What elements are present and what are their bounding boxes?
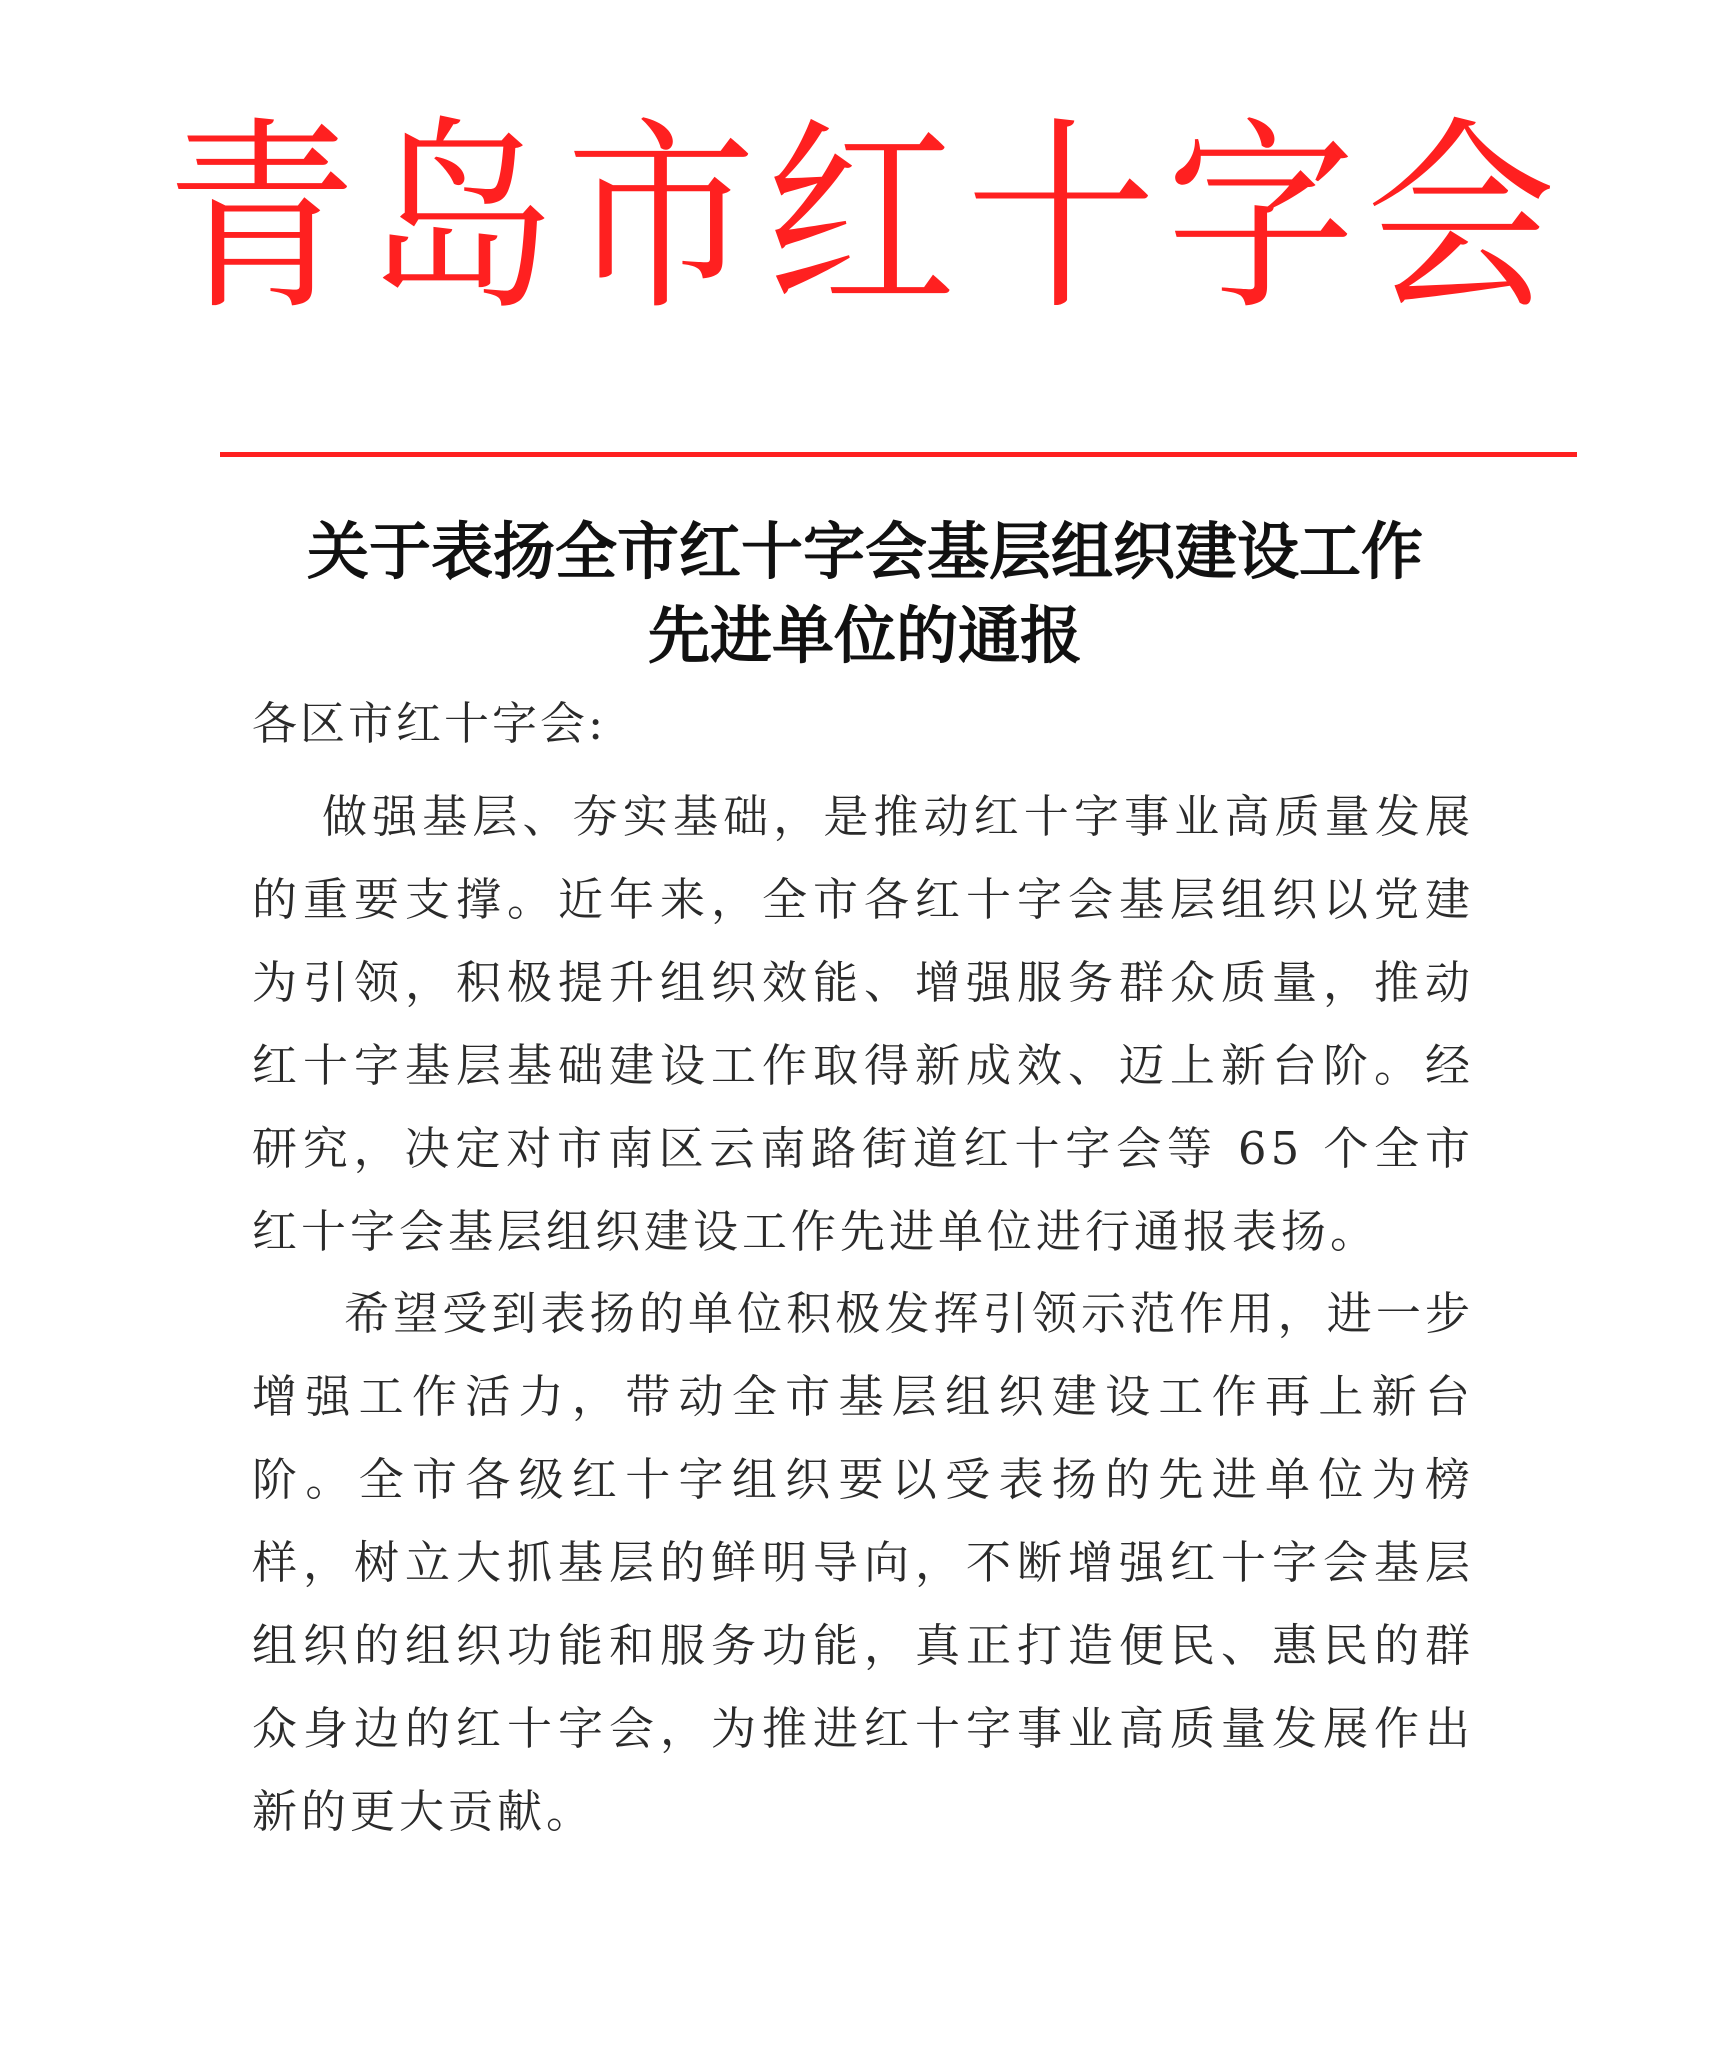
document-title-line-1: 关于表扬全市红十字会基层组织建设工作 [306, 515, 1423, 588]
body-paragraph-2: 希望受到表扬的单位积极发挥引领示范作用，进一步增强工作活力，带动全市基层组织建设工作再上新台阶。全市各级红十字组织要以受表扬的先进单位为榜样，树立大抓基层的鲜明导向，不断增强红十字会基层组织的组织功能和服务功能，真正打造便民、惠民的群众身边的红十字会，为推进红十字事业高质量发展作出新的更大贡献。 [252, 1287, 1474, 1838]
red-divider-line [220, 452, 1577, 457]
org-masthead: 青岛市红十字会 [165, 99, 1566, 338]
body-paragraph-1: 做强基层、夯实基础，是推动红十字事业高质量发展的重要支撑。近年来，全市各红十字会基层组织以党建为引领，积极提升组织效能、增强服务群众质量，推动红十字基层基础建设工作取得新成效、迈上新台阶。经研究，决定对市南区云南路街道红十字会等 65 个全市红十字会基层组织建设工作先进单位进行通报表扬。 [252, 790, 1474, 1258]
document-title [150, 510, 1580, 678]
salutation: 各区市红十字会: [252, 697, 607, 750]
document-title-line-2: 先进单位的通报 [647, 599, 1082, 672]
